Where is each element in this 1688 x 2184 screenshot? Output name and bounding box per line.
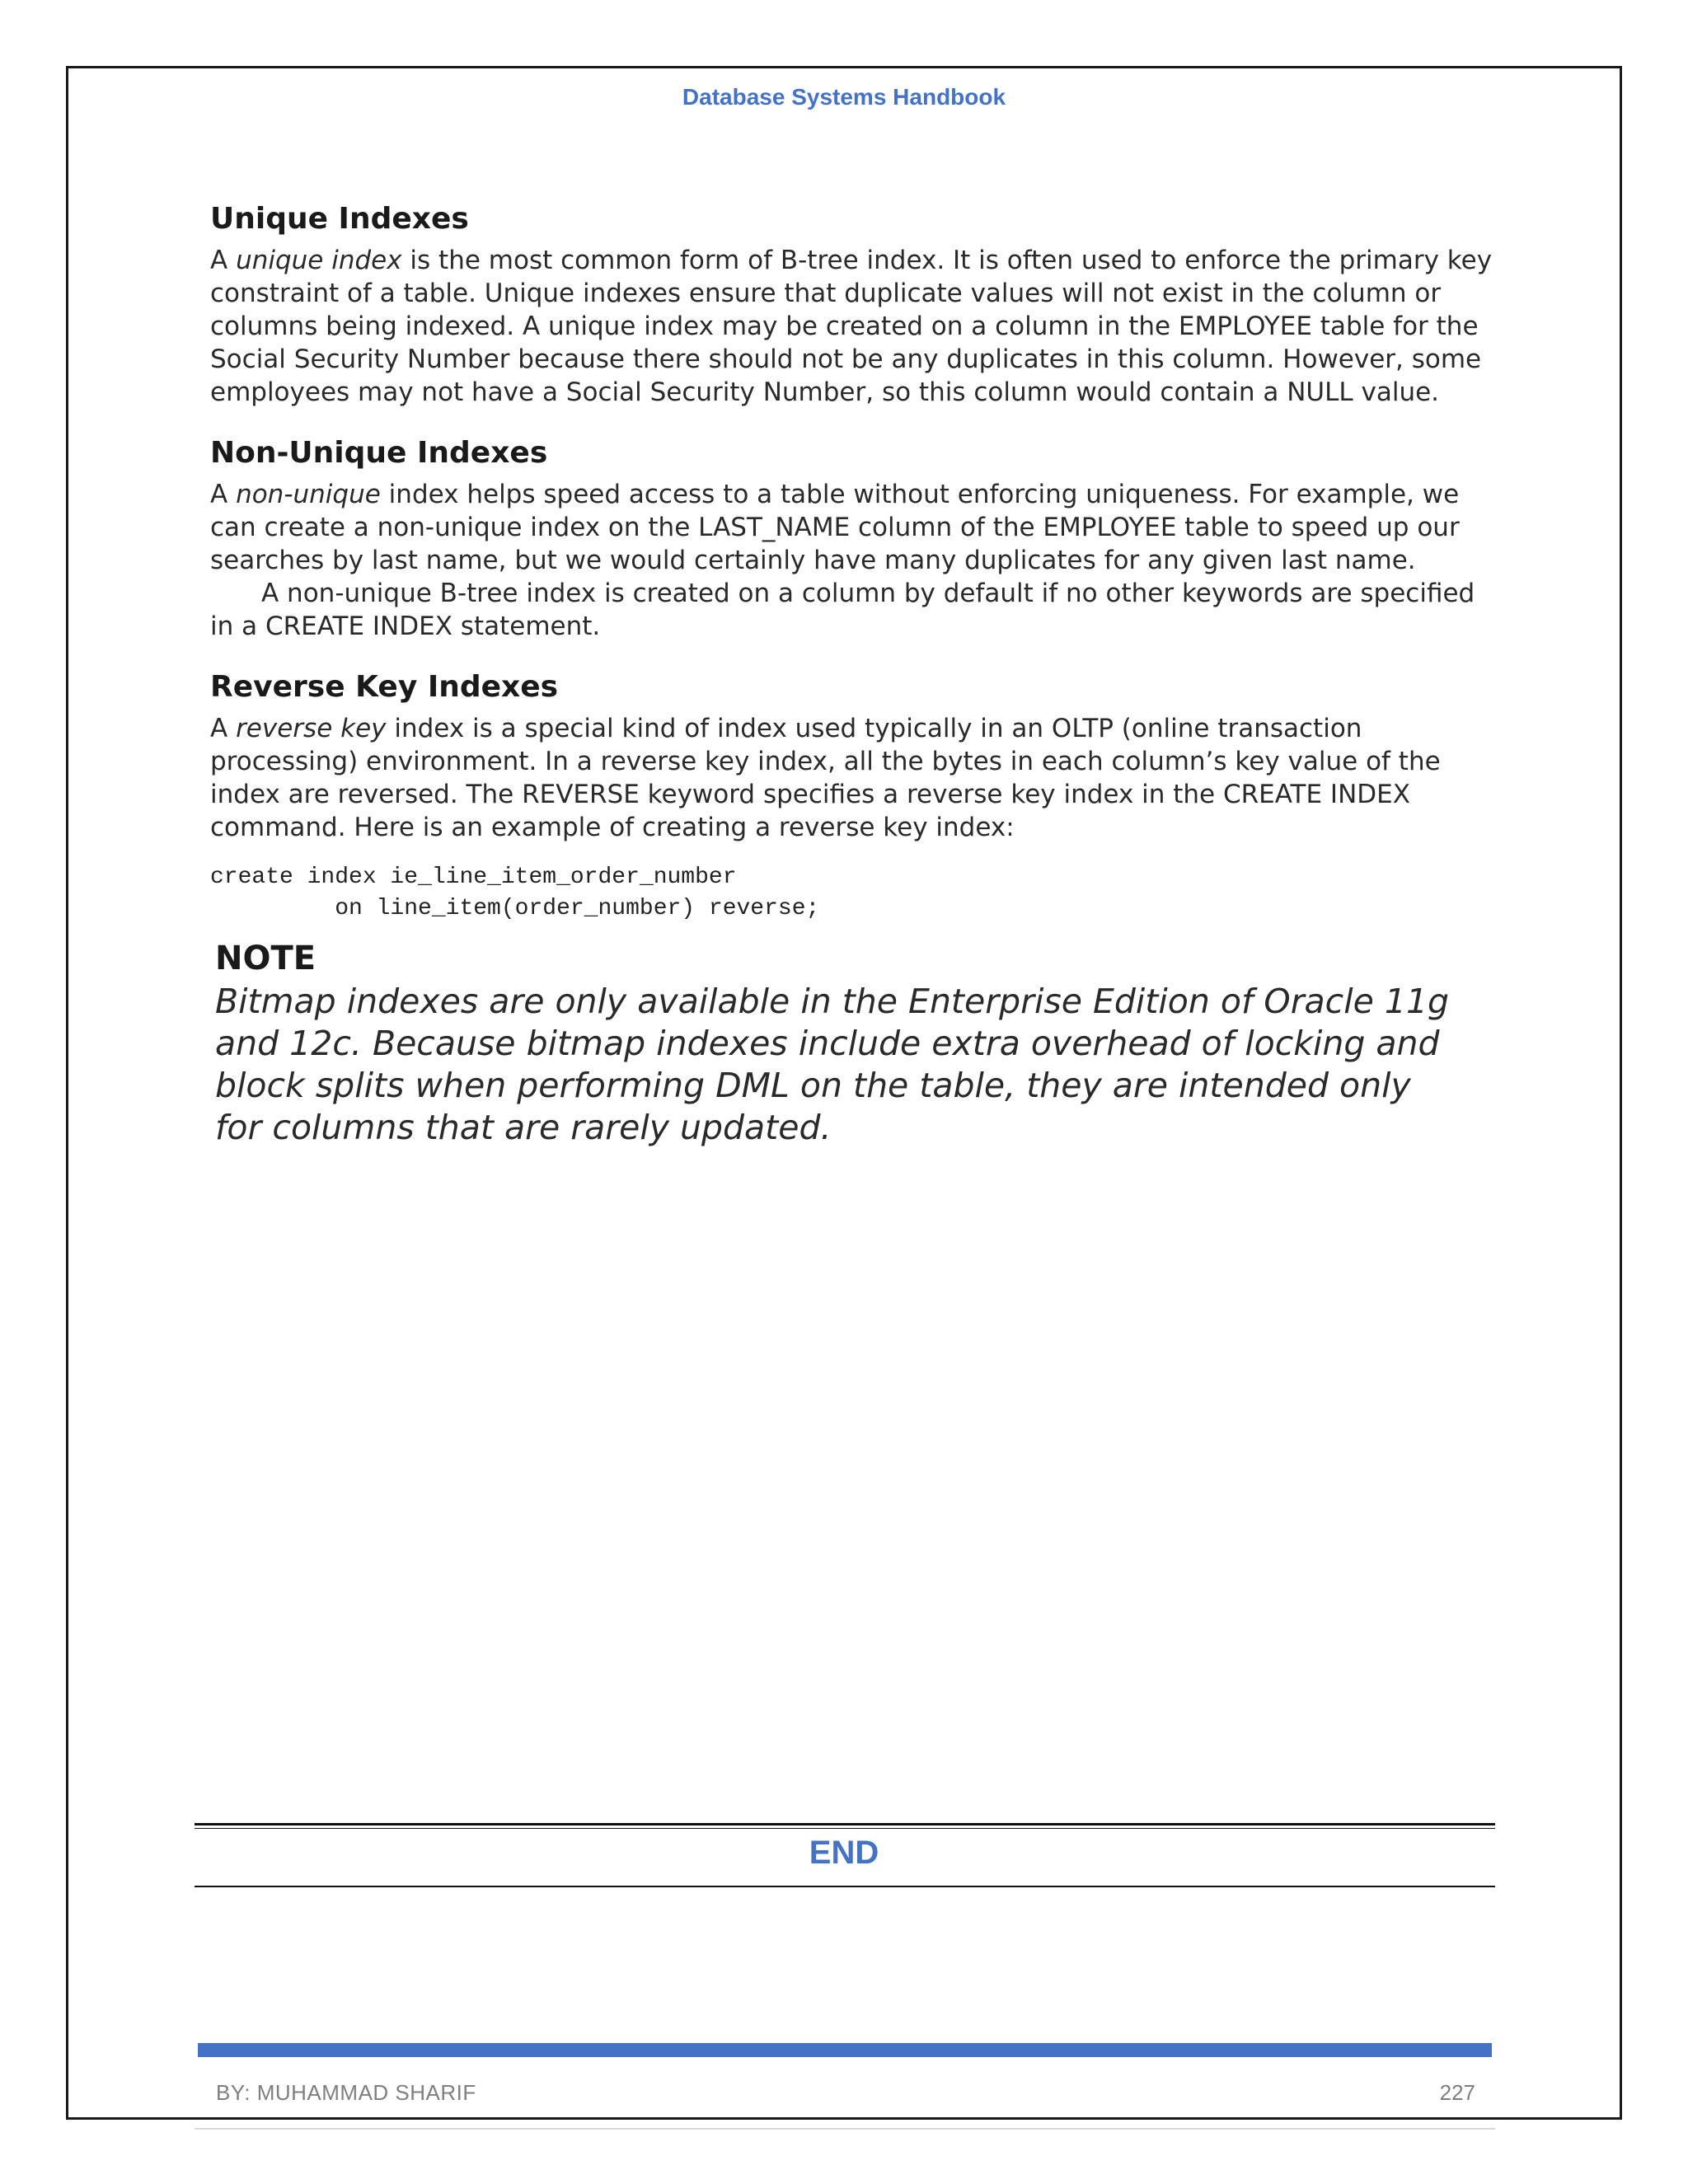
running-header: Database Systems Handbook	[682, 84, 1006, 110]
paragraph-prefix: A	[210, 480, 237, 509]
paragraph-text: index is a special kind of index used typically in an OLTP (online transaction processing) environment. In a reverse key index, all the bytes in each column’s key value of the index are reversed. The REVERSE keyword specifies a reverse key index in the CREATE INDEX command. Here is an example of creating a reverse key index:	[210, 714, 1441, 842]
page-number: 227	[1439, 2080, 1475, 2105]
end-rule-bottom	[195, 1886, 1495, 1887]
code-line: on line_item(order_number) reverse;	[210, 896, 820, 921]
footer-accent-bar	[198, 2043, 1492, 2057]
emphasized-term: reverse key	[236, 714, 387, 743]
section-heading: Unique Indexes	[210, 202, 469, 236]
section-heading: Non-Unique Indexes	[210, 436, 548, 470]
section-paragraph	[210, 712, 1496, 844]
end-label: END	[809, 1835, 879, 1871]
bottom-rule	[195, 2128, 1495, 2130]
section-paragraph-2: A non-unique B-tree index is created on a column by default if no other keywords are specified in a CREATE INDEX statement.	[210, 579, 1475, 641]
section-heading: Reverse Key Indexes	[210, 670, 559, 704]
section-non-unique-indexes	[210, 434, 1496, 643]
emphasized-term: unique index	[236, 246, 402, 275]
section-reverse-key-indexes	[210, 668, 1496, 925]
section-paragraph	[210, 244, 1496, 409]
end-rule-top	[195, 1823, 1495, 1829]
note-label: NOTE	[215, 940, 316, 977]
paragraph-text: index helps speed access to a table without enforcing uniqueness. For example, we can create a non-unique index on the LAST_NAME column of the EMPLOYEE table to speed up our searches by last name, but we would certainly have many duplicates for any given last name.	[210, 480, 1460, 575]
paragraph-prefix: A	[210, 246, 237, 275]
section-paragraph	[210, 478, 1496, 577]
footer-author: BY: MUHAMMAD SHARIF	[216, 2080, 476, 2105]
page-content	[210, 199, 1496, 1149]
code-example	[210, 862, 1496, 925]
emphasized-term: non-unique	[236, 480, 381, 509]
paragraph-prefix: A	[210, 714, 237, 743]
paragraph-text: is the most common form of B-tree index. It is often used to enforce the primary key constraint of a table. Unique indexes ensure that duplicate values will not exist in the column or columns being indexed. A unique index may be created on a column in the EMPLOYEE table for the Social Security Number because there should not be any duplicates in this column. However, some employees may not have a Social Security Number, so this column would contain a NULL value.	[210, 246, 1493, 407]
section-unique-indexes	[210, 199, 1496, 409]
code-line: create index ie_line_item_order_number	[210, 865, 737, 890]
note-text: Bitmap indexes are only available in the Enterprise Edition of Oracle 11g and 12c. Because bitmap indexes include extra overhead of locking and block splits when performing DML on the table, they are intended only for columns that are rarely updated.	[215, 982, 1450, 1147]
